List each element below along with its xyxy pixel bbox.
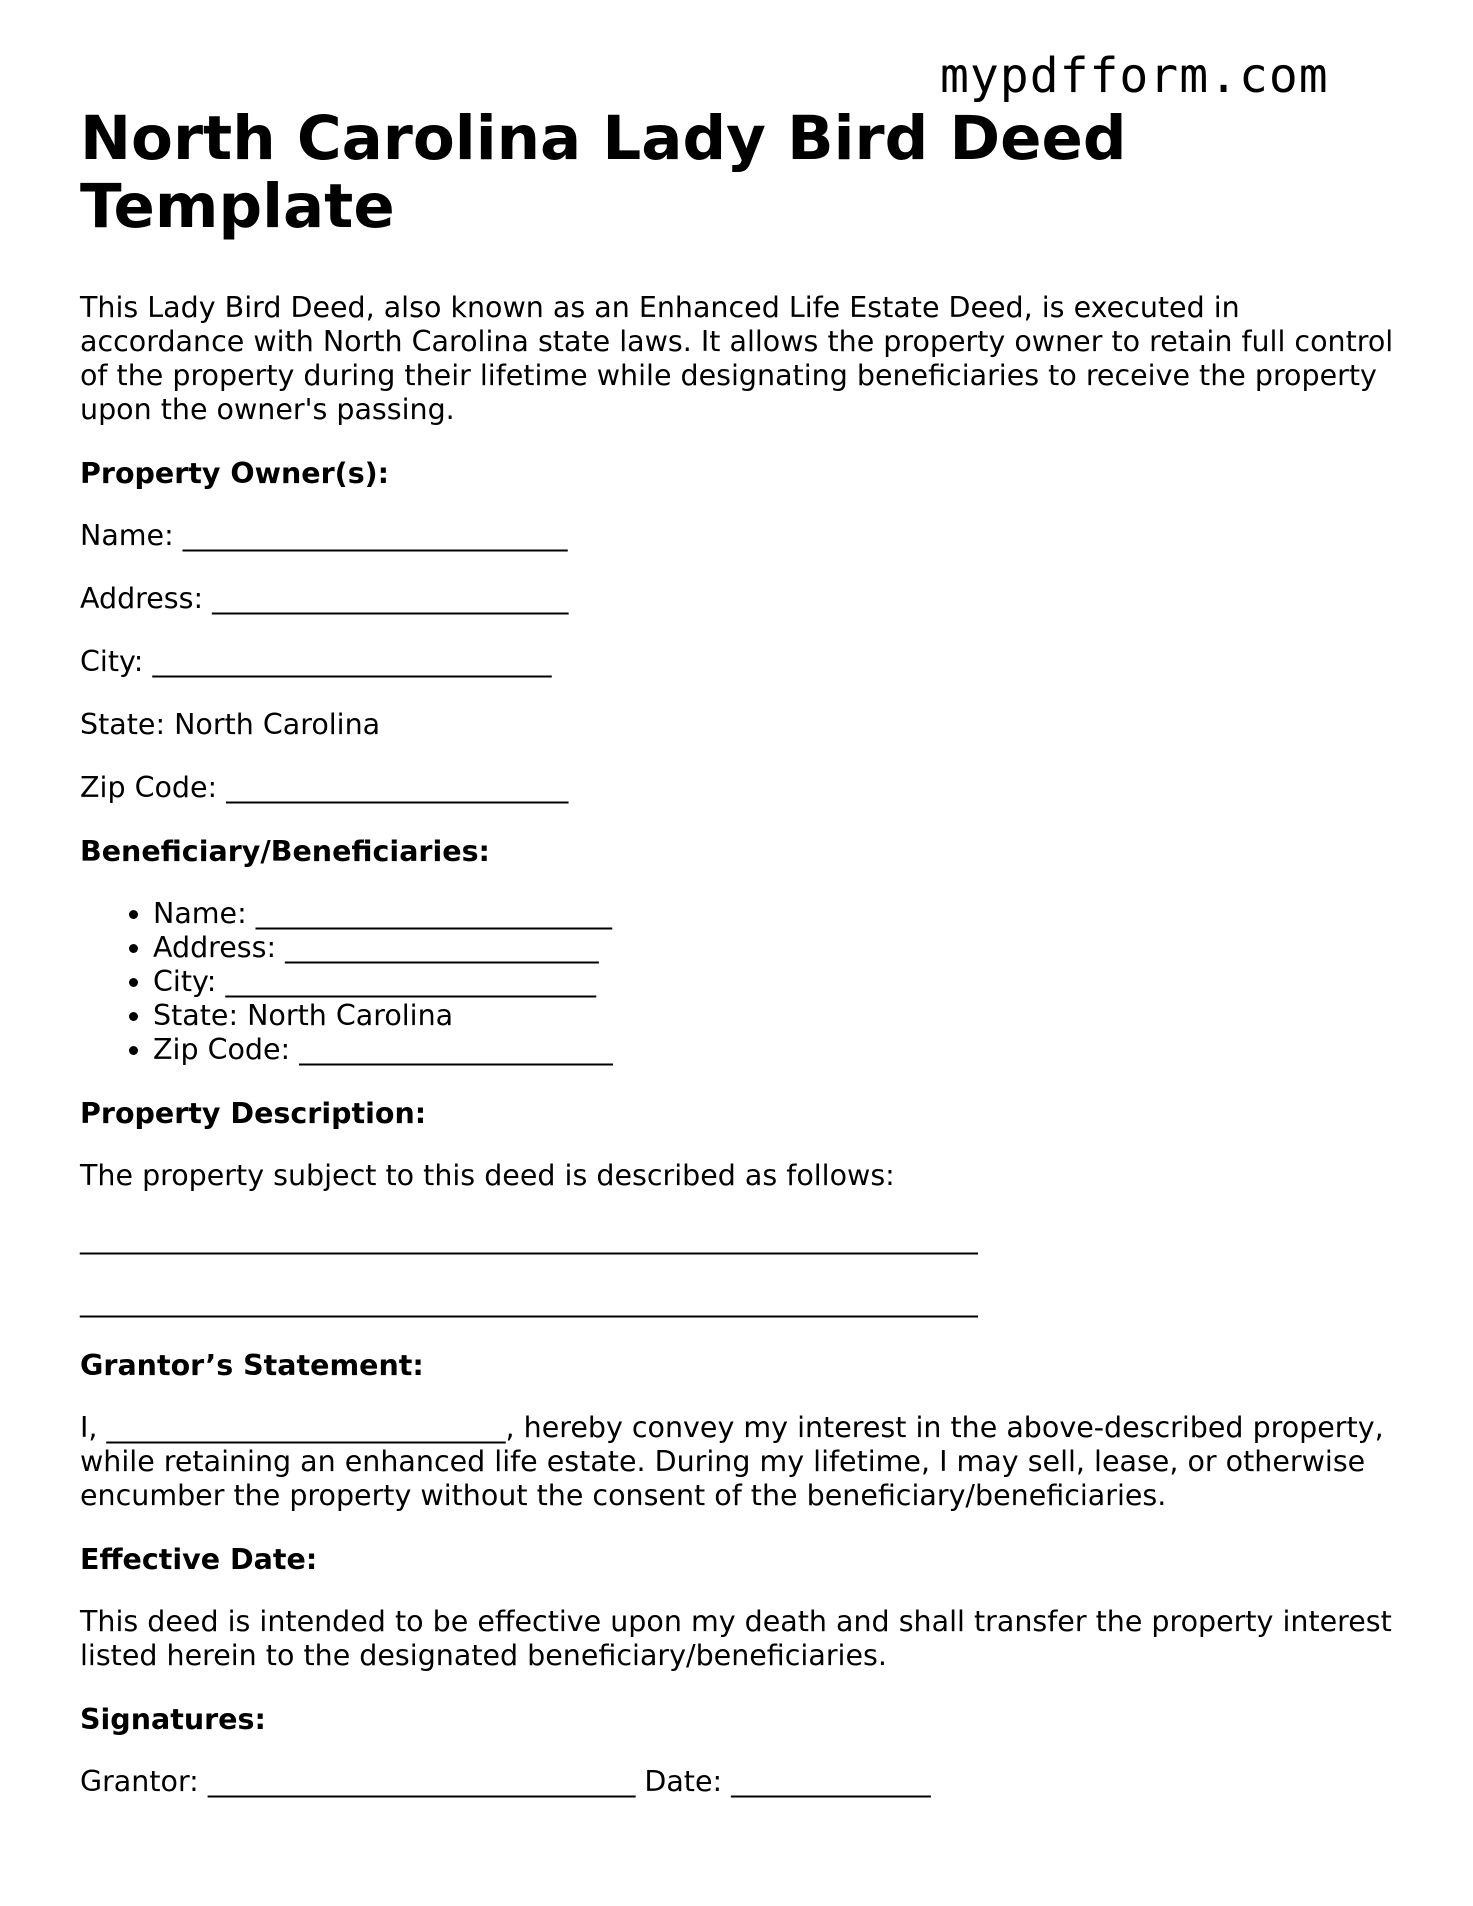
- property-line-1[interactable]: _______________________________________________________________: [80, 1222, 978, 1255]
- signature-line[interactable]: Grantor: ______________________________ Date: ______________: [80, 1765, 931, 1798]
- signatures-heading: Signatures:: [80, 1703, 266, 1736]
- beneficiary-zip-field[interactable]: • Zip Code: ______________________: [153, 1033, 1400, 1067]
- owner-heading: Property Owner(s):: [80, 457, 390, 490]
- owner-address-field[interactable]: Address: _________________________: [80, 582, 569, 615]
- owner-city-field[interactable]: City: ____________________________: [80, 645, 552, 678]
- watermark: mypdfform.com: [940, 48, 1329, 104]
- effective-heading: Effective Date:: [80, 1543, 318, 1576]
- property-heading: Property Description:: [80, 1097, 427, 1130]
- intro-paragraph: This Lady Bird Deed, also known as an Enhanced Life Estate Deed, is executed in accordance with North Carolina state laws. It allows the property owner to retain full control of the property during their lifetime while designating beneficiaries to receive the property upon the owner's passing.: [80, 291, 1394, 426]
- statement-text[interactable]: I, ____________________________, hereby convey my interest in the above-described property, while retaining an enhanced life estate. During my lifetime, I may sell, lease, or otherwise encumber the property without the consent of the beneficiary/beneficiaries.: [80, 1411, 1384, 1512]
- effective-text: This deed is intended to be effective upon my death and shall transfer the property interest listed herein to the designated beneficiary/beneficiaries.: [80, 1605, 1392, 1672]
- beneficiary-state-field: • State: North Carolina: [153, 999, 1400, 1033]
- beneficiary-city-field[interactable]: • City: __________________________: [153, 965, 1400, 999]
- owner-name-field[interactable]: Name: ___________________________: [80, 519, 568, 552]
- owner-zip-field[interactable]: Zip Code: ________________________: [80, 771, 569, 804]
- statement-heading: Grantor’s Statement:: [80, 1349, 424, 1382]
- property-line-2[interactable]: _______________________________________________________________: [80, 1285, 978, 1318]
- beneficiary-heading: Beneficiary/Beneficiaries:: [80, 835, 490, 868]
- owner-state-field: State: North Carolina: [80, 708, 381, 741]
- page-title: North Carolina Lady Bird Deed Template: [80, 103, 1127, 242]
- beneficiary-address-field[interactable]: • Address: ______________________: [153, 931, 1400, 965]
- beneficiary-list: [80, 897, 1400, 1067]
- beneficiary-name-field[interactable]: • Name: _________________________: [153, 897, 1400, 931]
- document-body: [80, 105, 1400, 1799]
- property-text: The property subject to this deed is described as follows:: [80, 1159, 895, 1192]
